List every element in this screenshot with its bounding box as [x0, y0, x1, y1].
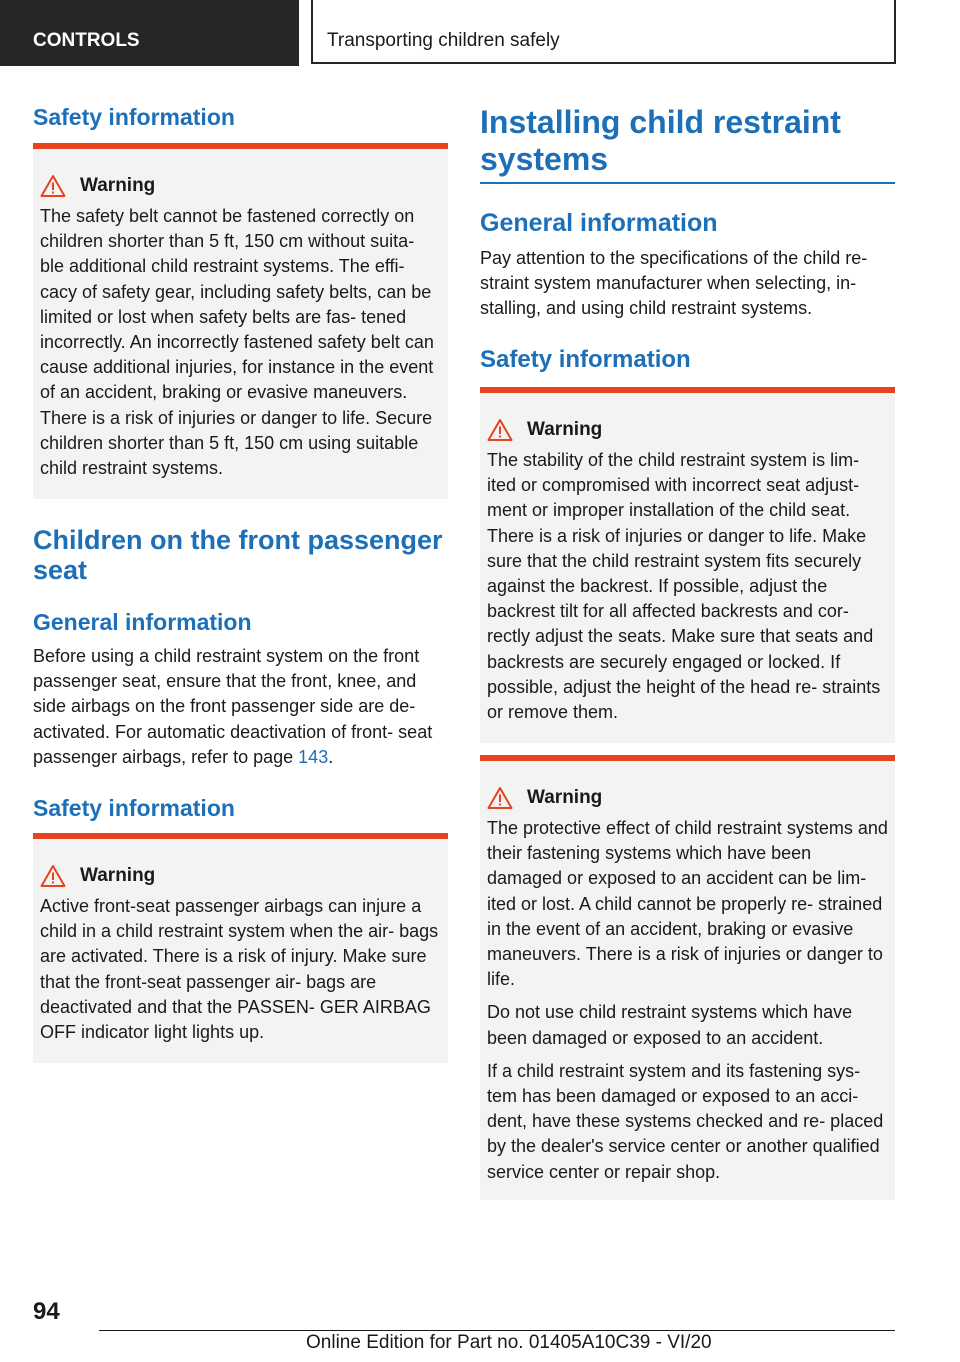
safety-information-heading: Safety information	[33, 104, 235, 130]
warning-text-3: If a child restraint system and its fastening sys‐ tem has been damaged or exposed to an acci‐ dent, have these systems checked and re‐ placed by the dealer's service center or another qualified service center or repair shop.	[487, 1060, 884, 1182]
warning-header	[40, 173, 442, 199]
warning-text-1: The protective effect of child restraint systems and their fastening systems which have been damaged or exposed to an accident can be lim‐ ited or lost. A child cannot be properly re‐ strained in the event of an accident, braking or evasive maneuvers. There is a risk of injuries or danger to life.	[487, 818, 888, 990]
installing-child-restraint-heading: Installing child restraint systems	[480, 104, 841, 177]
online-edition-text: Online Edition for Part no. 01405A10C39 - VI/20	[306, 1332, 712, 1353]
safety-information-heading-2: Safety information	[33, 795, 235, 821]
warning-triangle-icon	[487, 418, 513, 442]
general-information-heading: General information	[33, 609, 252, 635]
general-information-text-right: Pay attention to the specifications of the child re‐ straint system manufacturer when selecting, in‐ stalling, and using child restraint systems.	[480, 248, 868, 319]
children-front-passenger-heading: Children on the front passenger seat	[33, 525, 443, 585]
sentence-end: .	[328, 746, 334, 767]
warning-text: The safety belt cannot be fastened correctly on children shorter than 5 ft, 150 cm without suita‐ ble additional child restraint systems. The effi‐ cacy of safety gear, including safety belts, can be limited or lost when safety belts are fas‐ tened incorrectly. An incorrectly fastened safety belt can cause additional injuries, for instance in the event of an accident, braking or evasive maneuvers. There is a risk of injuries or danger to life. Secure children shorter than 5 ft, 150 cm using suitable child restraint systems.	[40, 206, 434, 479]
warning-header	[487, 785, 889, 811]
general-information-heading-right: General information	[480, 209, 718, 237]
page-header	[0, 0, 960, 66]
warning-text-2: Do not use child restraint systems which have been damaged or exposed to an accident.	[487, 1002, 853, 1048]
warning-text: The stability of the child restraint system is lim‐ ited or compromised with incorrect seat adjust‐ ment or improper installation of the child seat. There is a risk of injuries or danger to life. Make sure that the child restraint system fits securely against the backrest. If possible, adjust the backrest tilt for all affected backrests and cor‐ rectly adjust the seats. Make sure that seats and backrests are securely engaged or locked. If possible, adjust the height of the head re‐ straints or remove them.	[487, 450, 881, 723]
warning-box-airbag	[33, 833, 448, 1063]
heading-underline	[480, 182, 895, 184]
warning-triangle-icon	[40, 174, 66, 198]
warning-text: Active front-seat passenger airbags can injure a child in a child restraint system when the air‐ bags are activated. There is a risk of injury. Make sure that the front-seat passenger air‐ bags are deactivated and that the PASSEN‐ GER AIRBAG OFF indicator light lights up.	[40, 896, 439, 1043]
general-information-text	[33, 644, 448, 770]
warning-label: Warning	[527, 787, 603, 808]
warning-triangle-icon	[40, 864, 66, 888]
page-number: 94	[33, 1298, 60, 1325]
warning-box-damaged-restraint	[480, 755, 895, 1200]
warning-label: Warning	[80, 175, 156, 196]
warning-label: Warning	[80, 865, 156, 886]
warning-triangle-icon	[487, 786, 513, 810]
footer-divider	[99, 1330, 895, 1331]
warning-header	[487, 417, 889, 443]
warning-label: Warning	[527, 419, 603, 440]
general-information-body: Before using a child restraint system on the front passenger seat, ensure that the front, knee, and side airbags on the front passenger side are de‐ activated. For automatic deactivation of front- seat passenger airbags, refer to page	[33, 646, 433, 767]
warning-box-seat-stability	[480, 387, 895, 743]
warning-header	[40, 863, 442, 889]
chapter-title: Transporting children safely	[311, 0, 896, 64]
page-reference-link[interactable]: 143	[298, 746, 329, 767]
section-tab: CONTROLS	[0, 0, 299, 66]
safety-information-heading-right: Safety information	[480, 346, 691, 373]
warning-box-belt	[33, 143, 448, 499]
